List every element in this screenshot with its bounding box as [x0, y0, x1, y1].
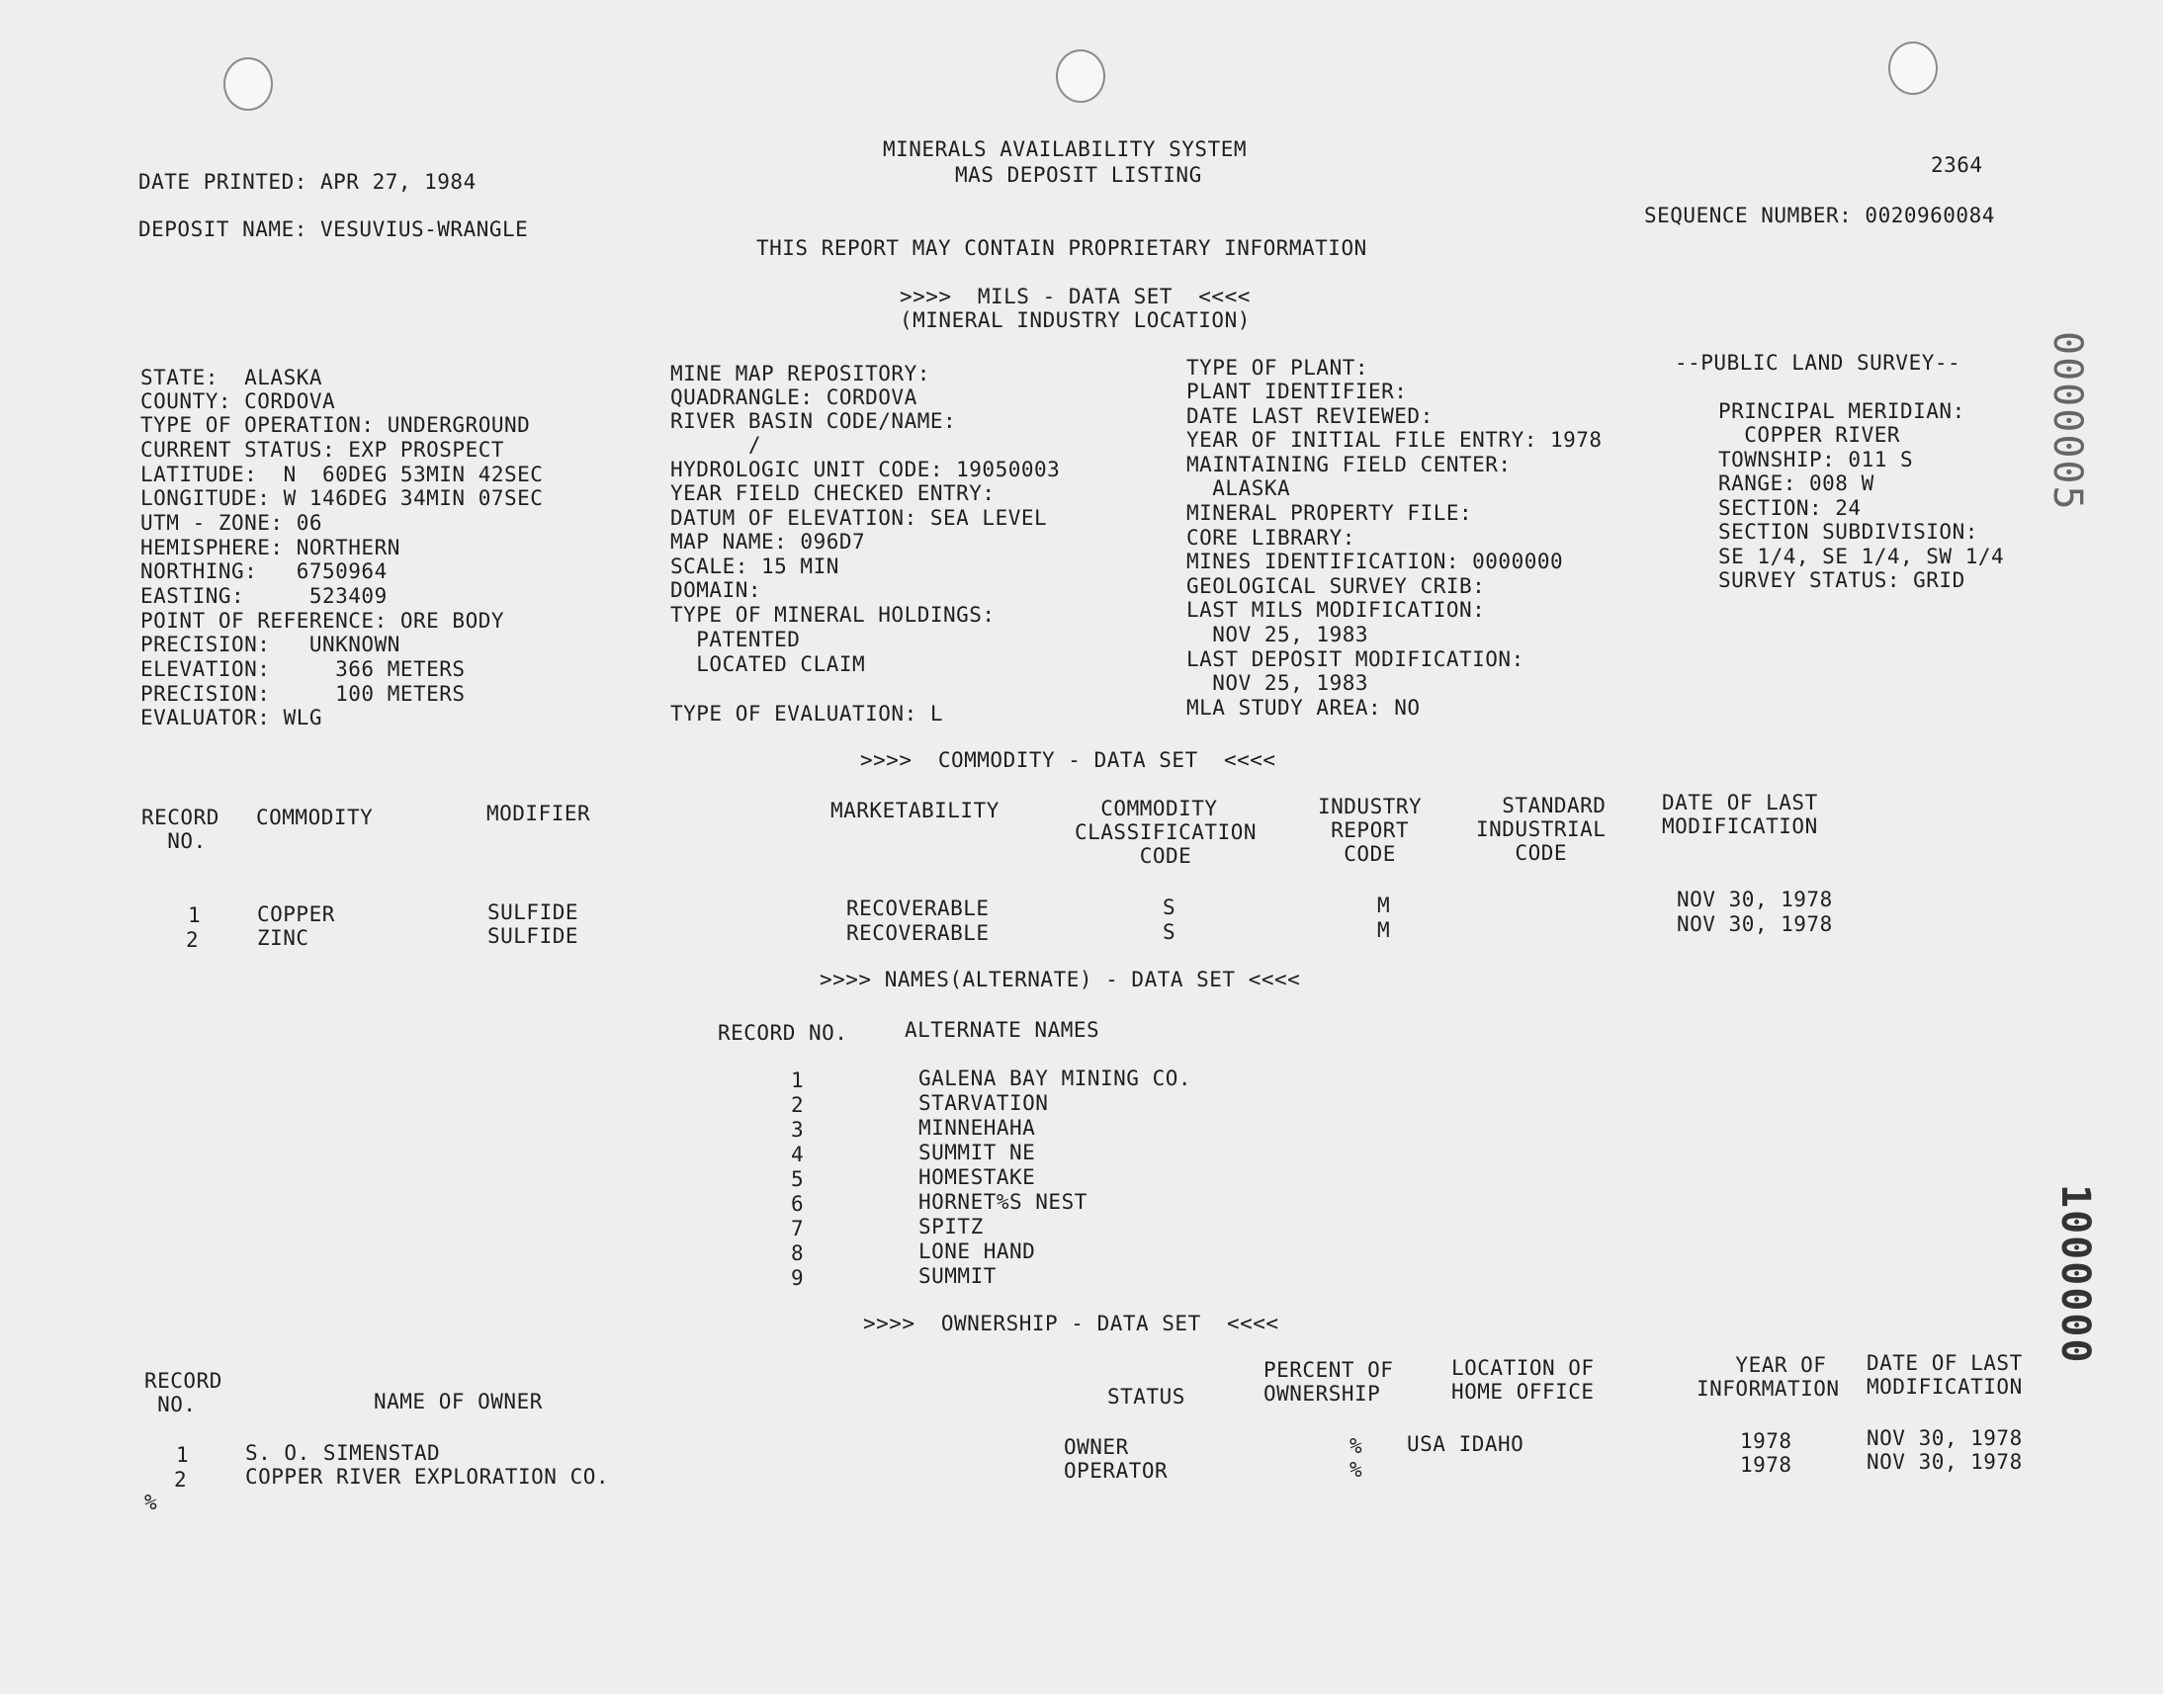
commodity-cell: NOV 30, 1978 [1677, 912, 1833, 936]
date-printed: DATE PRINTED: APR 27, 1984 [138, 170, 477, 194]
ownership-cell: 1978 [1740, 1429, 1792, 1453]
mils-field: HEMISPHERE: NORTHERN [140, 536, 400, 559]
name-record-no: 3 [791, 1118, 805, 1142]
mils-field: ELEVATION: 366 METERS [140, 657, 466, 681]
punch-hole-left [223, 57, 273, 111]
ownership-cell: NOV 30, 1978 [1867, 1450, 2023, 1474]
pls-field: TOWNSHIP: 011 S [1718, 448, 1914, 471]
mils-field: PRECISION: 100 METERS [140, 682, 466, 706]
mils-field: ALASKA [1186, 476, 1291, 500]
commodity-header-commodity: COMMODITY [256, 806, 374, 829]
ownership-header-date: DATE OF LAST MODIFICATION [1867, 1351, 2023, 1399]
mils-field: STATE: ALASKA [140, 366, 323, 389]
mils-field: PATENTED [670, 628, 801, 651]
mils-field: EASTING: 523409 [140, 584, 388, 608]
punch-hole-right [1888, 42, 1938, 95]
mils-field: TYPE OF PLANT: [1186, 356, 1369, 380]
commodity-cell: RECOVERABLE [846, 897, 990, 920]
alternate-name: STARVATION [918, 1091, 1049, 1115]
commodity-heading: >>>> COMMODITY - DATA SET <<<< [860, 748, 1276, 772]
mils-field: POINT OF REFERENCE: ORE BODY [140, 609, 505, 633]
ownership-cell: USA IDAHO [1407, 1432, 1524, 1456]
sequence-number: SEQUENCE NUMBER: 0020960084 [1644, 204, 1995, 227]
name-record-no: 6 [791, 1192, 805, 1216]
alternate-name: HORNET%S NEST [918, 1190, 1088, 1214]
ownership-cell: S. O. SIMENSTAD [245, 1441, 441, 1465]
pls-field: SURVEY STATUS: GRID [1718, 568, 1965, 592]
commodity-cell: ZINC [257, 926, 309, 950]
pls-field: PRINCIPAL MERIDIAN: [1718, 399, 1965, 423]
commodity-cell: NOV 30, 1978 [1677, 888, 1833, 911]
commodity-header-industry: INDUSTRY REPORT CODE [1318, 795, 1423, 866]
commodity-header-marketability: MARKETABILITY [830, 799, 1000, 822]
mils-field: RIVER BASIN CODE/NAME: [670, 409, 957, 433]
mils-field: TYPE OF MINERAL HOLDINGS: [670, 603, 996, 627]
public-land-survey-heading: --PUBLIC LAND SURVEY-- [1675, 351, 1961, 375]
commodity-header-modifier: MODIFIER [486, 802, 591, 825]
commodity-cell: SULFIDE [487, 924, 579, 948]
pls-field: SECTION SUBDIVISION: [1718, 520, 1978, 544]
ownership-cell: OWNER [1064, 1435, 1129, 1459]
name-record-no: 2 [791, 1093, 805, 1117]
mils-field: UTM - ZONE: 06 [140, 511, 323, 535]
mils-field: CURRENT STATUS: EXP PROSPECT [140, 438, 505, 462]
alternate-name: HOMESTAKE [918, 1165, 1036, 1189]
names-header-record: RECORD NO. [718, 1021, 848, 1045]
commodity-header-classification: COMMODITY CLASSIFICATION CODE [1075, 797, 1258, 868]
commodity-header-date: DATE OF LAST MODIFICATION [1662, 791, 1818, 838]
commodity-cell: 1 [188, 903, 202, 927]
commodity-header-sic: STANDARD INDUSTRIAL CODE [1476, 794, 1607, 865]
mils-field: PRECISION: UNKNOWN [140, 633, 400, 656]
mils-field: LATITUDE: N 60DEG 53MIN 42SEC [140, 463, 544, 486]
alternate-name: MINNEHAHA [918, 1116, 1036, 1140]
mils-field: LAST MILS MODIFICATION: [1186, 598, 1486, 622]
deposit-name: DEPOSIT NAME: VESUVIUS-WRANGLE [138, 217, 529, 241]
mils-field: EVALUATOR: WLG [140, 706, 323, 729]
mils-field: DATUM OF ELEVATION: SEA LEVEL [670, 506, 1048, 530]
ownership-header-location: LOCATION OF HOME OFFICE [1451, 1356, 1595, 1404]
mils-field: MLA STUDY AREA: NO [1186, 696, 1421, 720]
names-heading: >>>> NAMES(ALTERNATE) - DATA SET <<<< [820, 968, 1301, 991]
mils-field: YEAR OF INITIAL FILE ENTRY: 1978 [1186, 428, 1603, 452]
ownership-cell: NOV 30, 1978 [1867, 1426, 2023, 1450]
alternate-name: SUMMIT NE [918, 1141, 1036, 1164]
mils-field: TYPE OF OPERATION: UNDERGROUND [140, 413, 531, 437]
margin-stamp-lower: 1000000 [2052, 1184, 2098, 1365]
pls-field: COPPER RIVER [1718, 423, 1901, 447]
alternate-name: SUMMIT [918, 1264, 997, 1288]
commodity-cell: S [1163, 896, 1176, 919]
commodity-header-record: RECORD NO. [141, 806, 219, 853]
ownership-cell: 1 [176, 1443, 190, 1467]
names-header-alternate: ALTERNATE NAMES [905, 1018, 1100, 1042]
mils-subheading: (MINERAL INDUSTRY LOCATION) [900, 308, 1251, 332]
page-bottom-edge [0, 1694, 2175, 1708]
commodity-cell: 2 [186, 928, 200, 952]
margin-stamp-upper: 0000005 [2044, 331, 2090, 512]
ownership-cell: COPPER RIVER EXPLORATION CO. [245, 1465, 610, 1489]
commodity-cell: S [1163, 920, 1176, 944]
punch-hole-center [1056, 49, 1105, 103]
system-title: MINERALS AVAILABILITY SYSTEM [883, 137, 1248, 161]
commodity-cell: COPPER [257, 902, 335, 926]
mils-field: COUNTY: CORDOVA [140, 389, 336, 413]
mils-field: TYPE OF EVALUATION: L [670, 702, 944, 726]
commodity-cell: RECOVERABLE [846, 921, 990, 945]
proprietary-notice: THIS REPORT MAY CONTAIN PROPRIETARY INFORMATION [756, 236, 1367, 260]
mils-field: MINERAL PROPERTY FILE: [1186, 501, 1473, 525]
mils-field: DATE LAST REVIEWED: [1186, 404, 1434, 428]
mils-field: / [670, 433, 762, 457]
mils-field: HYDROLOGIC UNIT CODE: 19050003 [670, 458, 1061, 481]
pls-field: RANGE: 008 W [1718, 471, 1874, 495]
mils-heading: >>>> MILS - DATA SET <<<< [900, 285, 1251, 308]
ownership-cell: 2 [174, 1468, 188, 1492]
mils-field: DOMAIN: [670, 578, 762, 602]
mils-field: LOCATED CLAIM [670, 652, 866, 676]
mils-field: QUADRANGLE: CORDOVA [670, 385, 917, 409]
name-record-no: 5 [791, 1167, 805, 1191]
mils-field: MINES IDENTIFICATION: 0000000 [1186, 550, 1564, 573]
ownership-heading: >>>> OWNERSHIP - DATA SET <<<< [863, 1312, 1279, 1335]
ownership-header-status: STATUS [1107, 1385, 1185, 1409]
mils-field: CORE LIBRARY: [1186, 526, 1355, 550]
ownership-header-record: RECORD NO. [144, 1369, 222, 1416]
ownership-header-percent: PERCENT OF OWNERSHIP [1263, 1358, 1394, 1406]
mils-field: MINE MAP REPOSITORY: [670, 362, 930, 385]
mils-field: NORTHING: 6750964 [140, 559, 388, 583]
mils-field: MAP NAME: 096D7 [670, 530, 866, 554]
mils-field: YEAR FIELD CHECKED ENTRY: [670, 481, 996, 505]
footer-percent-mark: % [144, 1491, 158, 1514]
mils-field: NOV 25, 1983 [1186, 671, 1369, 695]
commodity-cell: SULFIDE [487, 900, 579, 924]
name-record-no: 1 [791, 1068, 805, 1092]
mils-field: LAST DEPOSIT MODIFICATION: [1186, 647, 1524, 671]
page-number: 2364 [1931, 153, 1983, 177]
listing-title: MAS DEPOSIT LISTING [955, 163, 1202, 187]
page-edge [2163, 0, 2175, 1708]
pls-field: SECTION: 24 [1718, 496, 1862, 520]
ownership-cell: % [1349, 1434, 1363, 1458]
name-record-no: 7 [791, 1217, 805, 1240]
alternate-name: GALENA BAY MINING CO. [918, 1067, 1192, 1090]
commodity-cell: M [1377, 894, 1391, 917]
name-record-no: 4 [791, 1143, 805, 1166]
ownership-cell: OPERATOR [1064, 1459, 1169, 1483]
ownership-header-year: YEAR OF INFORMATION [1696, 1353, 1840, 1401]
mils-field: PLANT IDENTIFIER: [1186, 380, 1408, 403]
commodity-cell: M [1377, 918, 1391, 942]
mils-field: LONGITUDE: W 146DEG 34MIN 07SEC [140, 486, 544, 510]
alternate-name: LONE HAND [918, 1239, 1036, 1263]
pls-field: SE 1/4, SE 1/4, SW 1/4 [1718, 545, 2005, 568]
mils-field: MAINTAINING FIELD CENTER: [1186, 453, 1512, 476]
ownership-cell: % [1349, 1458, 1363, 1482]
ownership-header-owner: NAME OF OWNER [374, 1390, 543, 1413]
name-record-no: 9 [791, 1266, 805, 1290]
alternate-name: SPITZ [918, 1215, 984, 1238]
mils-field: SCALE: 15 MIN [670, 555, 839, 578]
ownership-cell: 1978 [1740, 1453, 1792, 1477]
mils-field: NOV 25, 1983 [1186, 623, 1369, 646]
name-record-no: 8 [791, 1241, 805, 1265]
mils-field: GEOLOGICAL SURVEY CRIB: [1186, 574, 1486, 598]
